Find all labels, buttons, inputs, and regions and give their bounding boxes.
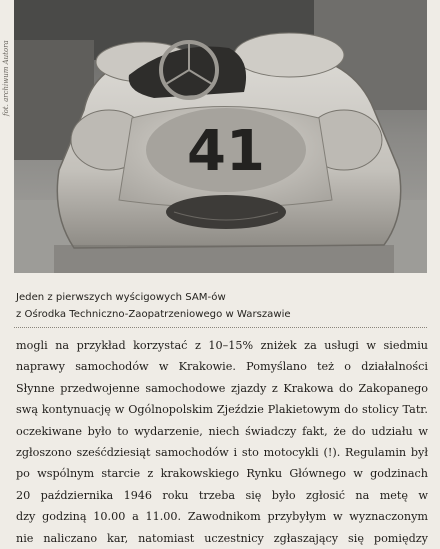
race-car-illustration	[14, 0, 427, 273]
body-line: mogli na przykład korzystać z 10–15% zniżek za usługi w siedmiu	[16, 339, 428, 352]
body-line: dzy godziną 10.00 a 11.00. Zawodnikom przybyłym w wyznaczonym	[16, 510, 428, 524]
body-line: 20 października 1946 roku trzeba się było zgłosić na metę w	[16, 488, 428, 502]
body-line: po wspólnym starcie z krakowskiego Rynku Głównego w godzinach	[16, 467, 428, 481]
body-line: swą kontynuację w Ogólnopolskim Zjeździe Plakietowym do stolicy Tatr.	[16, 403, 428, 417]
body-line: oczekiwane było to wydarzenie, niech świadczy fakt, że do udziału w	[16, 424, 428, 438]
photo-credit: fot. archiwum Autora	[2, 40, 10, 116]
car-number: 41	[187, 119, 265, 184]
caption-line: z Ośrodka Techniczno-Zaopatrzeniowego w Warszawie	[16, 309, 291, 320]
race-car-photo	[14, 0, 427, 273]
photo-caption	[16, 289, 426, 323]
caption-divider	[14, 327, 427, 328]
caption-line: Jeden z pierwszych wyścigowych SAM-ów	[16, 292, 226, 303]
body-line: naprawy samochodów w Krakowie. Pomyślano też o działalności	[16, 360, 428, 374]
body-line: nie naliczano kar, natomiast uczestnicy zgłaszający się pomiędzy	[16, 531, 428, 545]
body-line: zgłoszono sześćdziesiąt samochodów i sto motocykli (!). Regulamin był	[16, 445, 428, 459]
body-text	[16, 335, 428, 549]
body-line: Słynne przedwojenne samochodowe zjazdy z Krakowa do Zakopanego	[16, 381, 428, 395]
